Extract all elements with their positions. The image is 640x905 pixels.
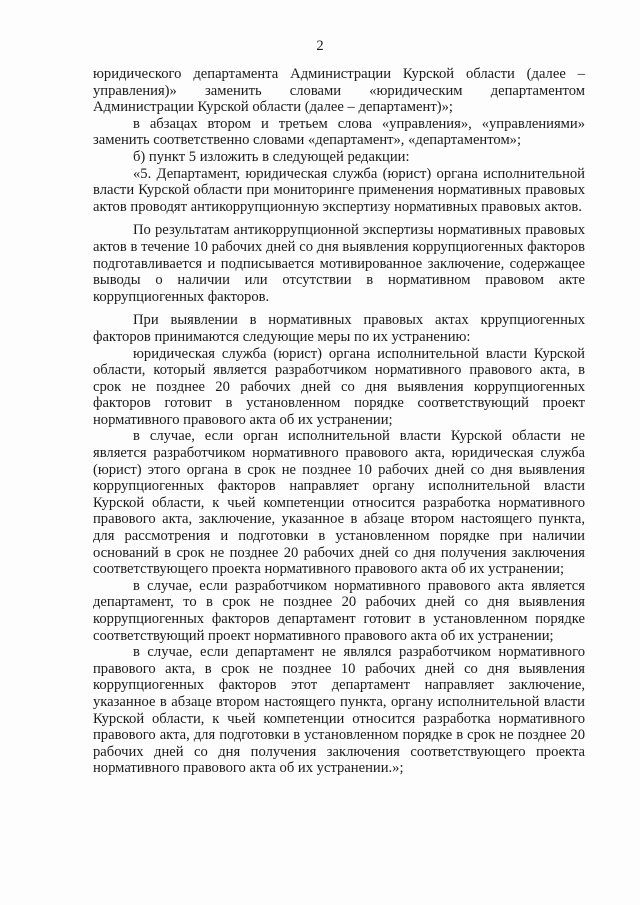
paragraph-point-5-intro: «5. Департамент, юридическая служба (юрист) органа исполнительной власти Курской области при мониторинге применения нормативных правовых актов проводят антикоррупционную экспертизу нормативных правовых актов.: [93, 165, 585, 215]
paragraph-expertise-results: По результатам антикоррупционной экспертизы нормативных правовых актов в течение 10 рабочих дней со дня выявления коррупциогенных факторов подготавливается и подписывается мотивированное заключение, содержащее выводы о наличии или отсутствии в нормативном правовом акте коррупциогенных факторов.: [93, 222, 585, 305]
document-body: [93, 66, 585, 777]
paragraph-measure-department-not-developer: в случае, если департамент не являлся разработчиком нормативного правового акта, в срок не позднее 10 рабочих дней со дня выявления коррупциогенных факторов этот департамент направляет заключение, указанное в абзаце втором настоящего пункта, органу исполнительной власти Курской области, к чьей компетенции относится разработка нормативного правового акта, для подготовки в установленном порядке в срок не позднее 20 рабочих дней со дня получения заключения соответствующего проекта нормативного правового акта об их устранении.»;: [93, 644, 585, 777]
paragraph-item-6: б) пункт 5 изложить в следующей редакции:: [133, 148, 410, 165]
paragraph-measure-department-developer: в случае, если разработчиком нормативного правового акта является департамент, то в срок не позднее 20 рабочих дней со дня выявления коррупциогенных факторов департамент готовит в установленном порядке соответствующий проект нормативного правового акта об их устранении;: [93, 577, 585, 644]
paragraph-abzac-replacement: в абзацах втором и третьем слова «управления», «управлениями» заменить соответственно словами «департамент», «департаментом»;: [93, 115, 585, 149]
paragraph-measure-legal-service: юридическая служба (юрист) органа исполнительной власти Курской области, который является разработчиком нормативного правового акта, в срок не позднее 20 рабочих дней со дня выявления коррупциогенных факторов готовит в установленном порядке соответствующий проект нормативного правового акта об их устранении;: [93, 345, 585, 428]
paragraph-amendment-continuation: юридического департамента Администрации Курской области (далее – управления)» заменить словами «юридическим департаментом Администрации Курской области (далее – департамент)»;: [93, 66, 585, 116]
page-number: 2: [316, 38, 324, 54]
paragraph-measure-not-developer: в случае, если орган исполнительной власти Курской области не является разработчиком нормативного правового акта, юридическая служба (юрист) этого органа в срок не позднее 10 рабочих дней со дня выявления коррупциогенных факторов направляет органу исполнительной власти Курской области, к чьей компетенции относится разработка нормативного правового акта, заключение, указанное в абзаце втором настоящего пункта, для рассмотрения и подготовки в установленном порядке при наличии оснований в срок не позднее 20 рабочих дней со дня получения заключения соответствующего проекта нормативного правового акта об их устранении;: [93, 428, 585, 578]
paragraph-measures-intro: При выявлении в нормативных правовых актах кррупциогенных факторов принимаются следующие меры по их устранению:: [93, 312, 585, 345]
